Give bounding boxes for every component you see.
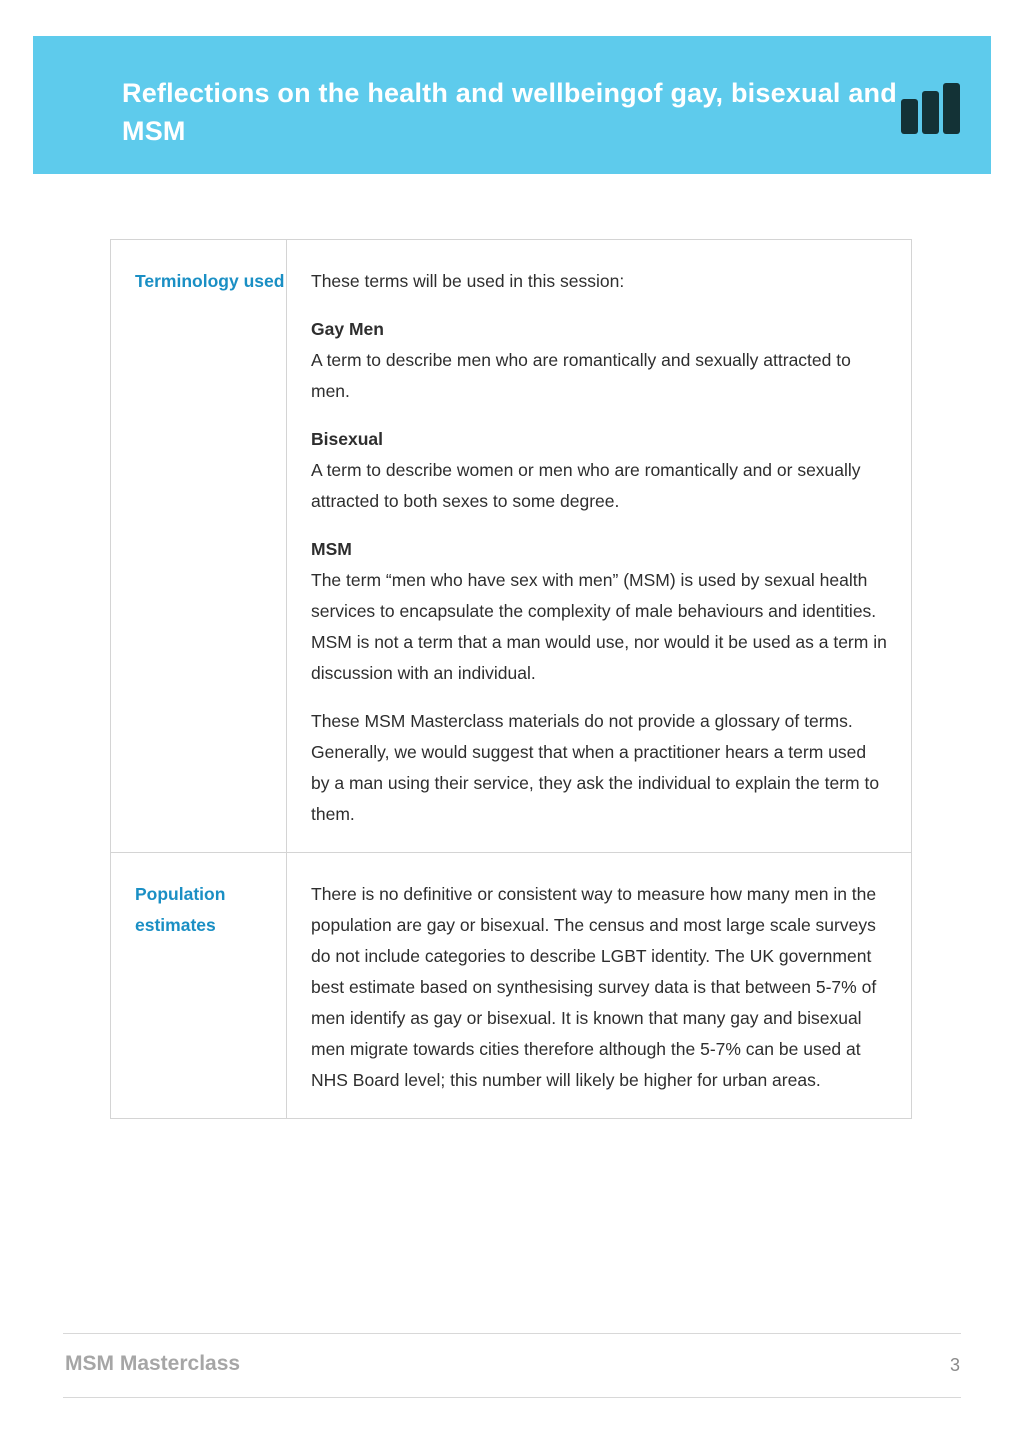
table-row-terminology [111, 240, 912, 853]
row-content-cell [287, 240, 912, 853]
term-name: Gay Men [311, 319, 384, 339]
term-msm [311, 534, 889, 689]
bar-chart-icon [899, 81, 995, 137]
row-label-population: Population estimates [135, 884, 226, 935]
terminology-intro: These terms will be used in this session: [311, 271, 625, 291]
term-definition: A term to describe women or men who are romantically and or sexually attracted to both sexes to some degree. [311, 460, 861, 511]
table-row-population [111, 853, 912, 1119]
term-definition: A term to describe men who are romantically and sexually attracted to men. [311, 350, 851, 401]
population-text: There is no definitive or consistent way to measure how many men in the population are gay or bisexual. The census and most large scale surveys do not include categories to describe LGBT identity. The UK government best estimate based on synthesising survey data is that between 5-7% of men identify as gay or bisexual. It is known that many gay and bisexual men migrate towards cities therefore although the 5-7% can be used at NHS Board level; this number will likely be higher for urban areas. [311, 884, 877, 1090]
footer-divider-bottom [63, 1397, 961, 1398]
terminology-closing: These MSM Masterclass materials do not provide a glossary of terms. Generally, we would suggest that when a practitioner hears a term used by a man using their service, they ask the individual to explain the term to them. [311, 711, 880, 824]
row-label-cell [111, 853, 287, 1119]
term-name: MSM [311, 539, 352, 559]
page-title: Reflections on the health and wellbeingof gay, bisexual and MSM [122, 78, 897, 146]
info-table [110, 239, 912, 1119]
term-gay-men [311, 314, 889, 407]
term-definition: The term “men who have sex with men” (MSM) is used by sexual health services to encapsulate the complexity of male behaviours and identities. MSM is not a term that a man would use, nor would it be used as a term in discussion with an individual. [311, 570, 887, 683]
row-label-cell [111, 240, 287, 853]
footer-divider-top [63, 1333, 961, 1334]
header-banner [33, 36, 991, 174]
term-bisexual [311, 424, 889, 517]
footer-brand: MSM Masterclass [65, 1352, 241, 1375]
row-content-cell [287, 853, 912, 1119]
term-name: Bisexual [311, 429, 383, 449]
row-label-terminology: Terminology used [135, 271, 285, 291]
page-number: 3 [949, 1355, 960, 1375]
